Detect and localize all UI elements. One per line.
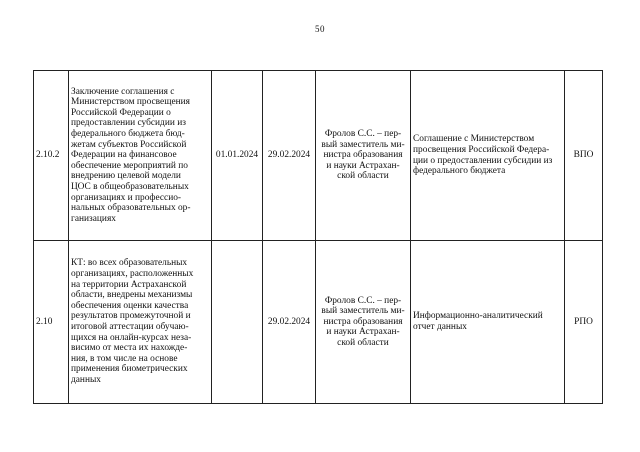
responsible-line: ской области	[337, 171, 389, 182]
description-line: федерального бюджета бюд-	[71, 129, 185, 140]
description-line: нальных образовательных ор-	[71, 203, 191, 214]
responsible-line: нистра образования	[323, 316, 403, 327]
responsible-person	[316, 241, 411, 404]
event-description	[69, 241, 212, 404]
document-line: отчет данных	[413, 322, 467, 332]
responsible-person	[316, 71, 411, 241]
responsible-line: Фролов С.С. – пер-	[324, 129, 402, 140]
responsible-line: и науки Астрахан-	[326, 327, 400, 338]
description-line: ния, в том числе на основе	[71, 353, 178, 364]
start-date: 01.01.2024	[212, 71, 263, 241]
responsible-line: и науки Астрахан-	[326, 160, 400, 171]
description-line: применения биометрических	[71, 364, 188, 375]
row-number: 2.10.2	[34, 71, 69, 241]
description-line: Федерации на финансовое	[71, 150, 177, 161]
description-line: области, внедрены механизмы	[71, 290, 193, 301]
description-line: данных	[71, 374, 101, 385]
row-number: 2.10	[34, 241, 69, 404]
result-document	[411, 241, 565, 404]
description-line: Заключение соглашения с	[71, 86, 175, 97]
description-line: Министерством просвещения	[71, 97, 190, 108]
document-line: Соглашение с Министерством	[413, 134, 535, 145]
responsible-line: ской области	[337, 337, 389, 348]
description-line: ганизациях	[71, 213, 116, 224]
description-line: организациях и профессио-	[71, 192, 182, 203]
description-line: обеспечения оценки качества	[71, 300, 189, 311]
description-line: на территории Астраханской	[71, 279, 187, 290]
table-row	[34, 71, 603, 241]
description-line: Российской Федерации о	[71, 107, 171, 118]
responsible-line: Фролов С.С. – пер-	[324, 295, 402, 306]
document-line: просвещения Российской Федера-	[413, 144, 550, 155]
description-line: жетам субъектов Российской	[71, 139, 187, 150]
description-line: обеспечение мероприятий по	[71, 160, 188, 171]
description-line: висимо от места их нахожде-	[71, 343, 188, 354]
document-line: ции о предоставлении субсидии из	[413, 155, 553, 166]
description-line: итоговой аттестации обучаю-	[71, 322, 189, 332]
end-date: 29.02.2024	[263, 241, 316, 404]
responsible-line: вый заместитель ми-	[321, 139, 405, 150]
organization-code: ВПО	[565, 71, 603, 241]
event-description	[69, 71, 212, 241]
responsible-line: нистра образования	[323, 150, 403, 161]
description-line: результатов промежуточной и	[71, 311, 191, 322]
plan-table	[33, 70, 603, 404]
description-line: предоставлении субсидии из	[71, 118, 186, 129]
description-line: организациях, расположенных	[71, 269, 194, 280]
responsible-line: вый заместитель ми-	[321, 306, 405, 317]
description-line: щихся на онлайн-курсах неза-	[71, 332, 192, 343]
description-line: ЦОС в общеобразовательных	[71, 181, 189, 192]
document-line: Информационно-аналитический	[413, 311, 543, 322]
result-document	[411, 71, 565, 241]
page-number: 50	[315, 24, 325, 34]
table-row	[34, 241, 603, 404]
document-line: федерального бюджета	[413, 166, 506, 177]
end-date: 29.02.2024	[263, 71, 316, 241]
description-line: КТ: во всех образовательных	[71, 258, 188, 269]
organization-code: РПО	[565, 241, 603, 404]
start-date	[212, 241, 263, 404]
description-line: внедрению целевой модели	[71, 171, 181, 182]
